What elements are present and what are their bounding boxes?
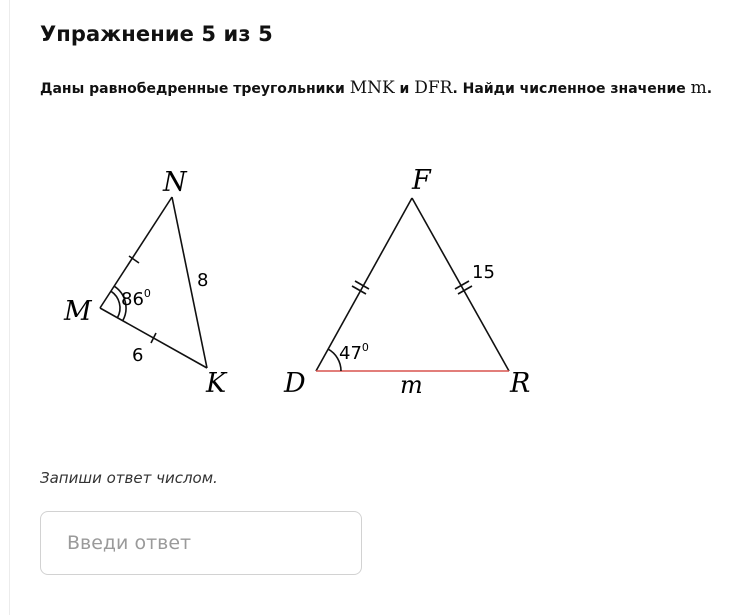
side-mk-label: 6 [132, 345, 144, 366]
angle-m-label [121, 287, 151, 310]
vertex-f-label: F [412, 165, 431, 196]
page-title: Упражнение 5 из 5 [40, 22, 273, 46]
degree-mark-m: 0 [143, 287, 151, 300]
angle-d-label [339, 341, 369, 364]
angle-arc-m-inner [111, 291, 120, 318]
angle-m-value: 86 [121, 289, 144, 310]
triangle-mnk [100, 197, 207, 368]
task-triangle-mnk: MNK [349, 78, 395, 98]
task-conj: и [394, 81, 415, 97]
task-end: . [706, 81, 713, 97]
task-text [40, 78, 712, 98]
geometry-figure [0, 150, 560, 410]
vertex-r-label: R [510, 368, 531, 399]
angle-d-value: 47 [339, 343, 362, 364]
task-prefix: Даны равнобедренные треугольники [40, 81, 350, 97]
vertex-n-label: N [163, 167, 187, 198]
side-fr [412, 198, 509, 371]
task-variable: m [690, 78, 707, 98]
vertex-k-label: K [206, 368, 227, 399]
side-fr-label: 15 [472, 262, 495, 283]
tick-mk [151, 333, 156, 343]
task-triangle-dfr: DFR [414, 78, 453, 98]
answer-input[interactable] [40, 511, 362, 575]
side-dr-label: m [400, 371, 423, 399]
task-middle: . Найди численное значение [452, 81, 691, 97]
vertex-m-label: M [64, 296, 92, 327]
vertex-d-label: D [284, 368, 306, 399]
side-nk-label: 8 [197, 270, 209, 291]
answer-hint: Запиши ответ числом. [40, 469, 218, 487]
degree-mark-d: 0 [361, 341, 369, 354]
